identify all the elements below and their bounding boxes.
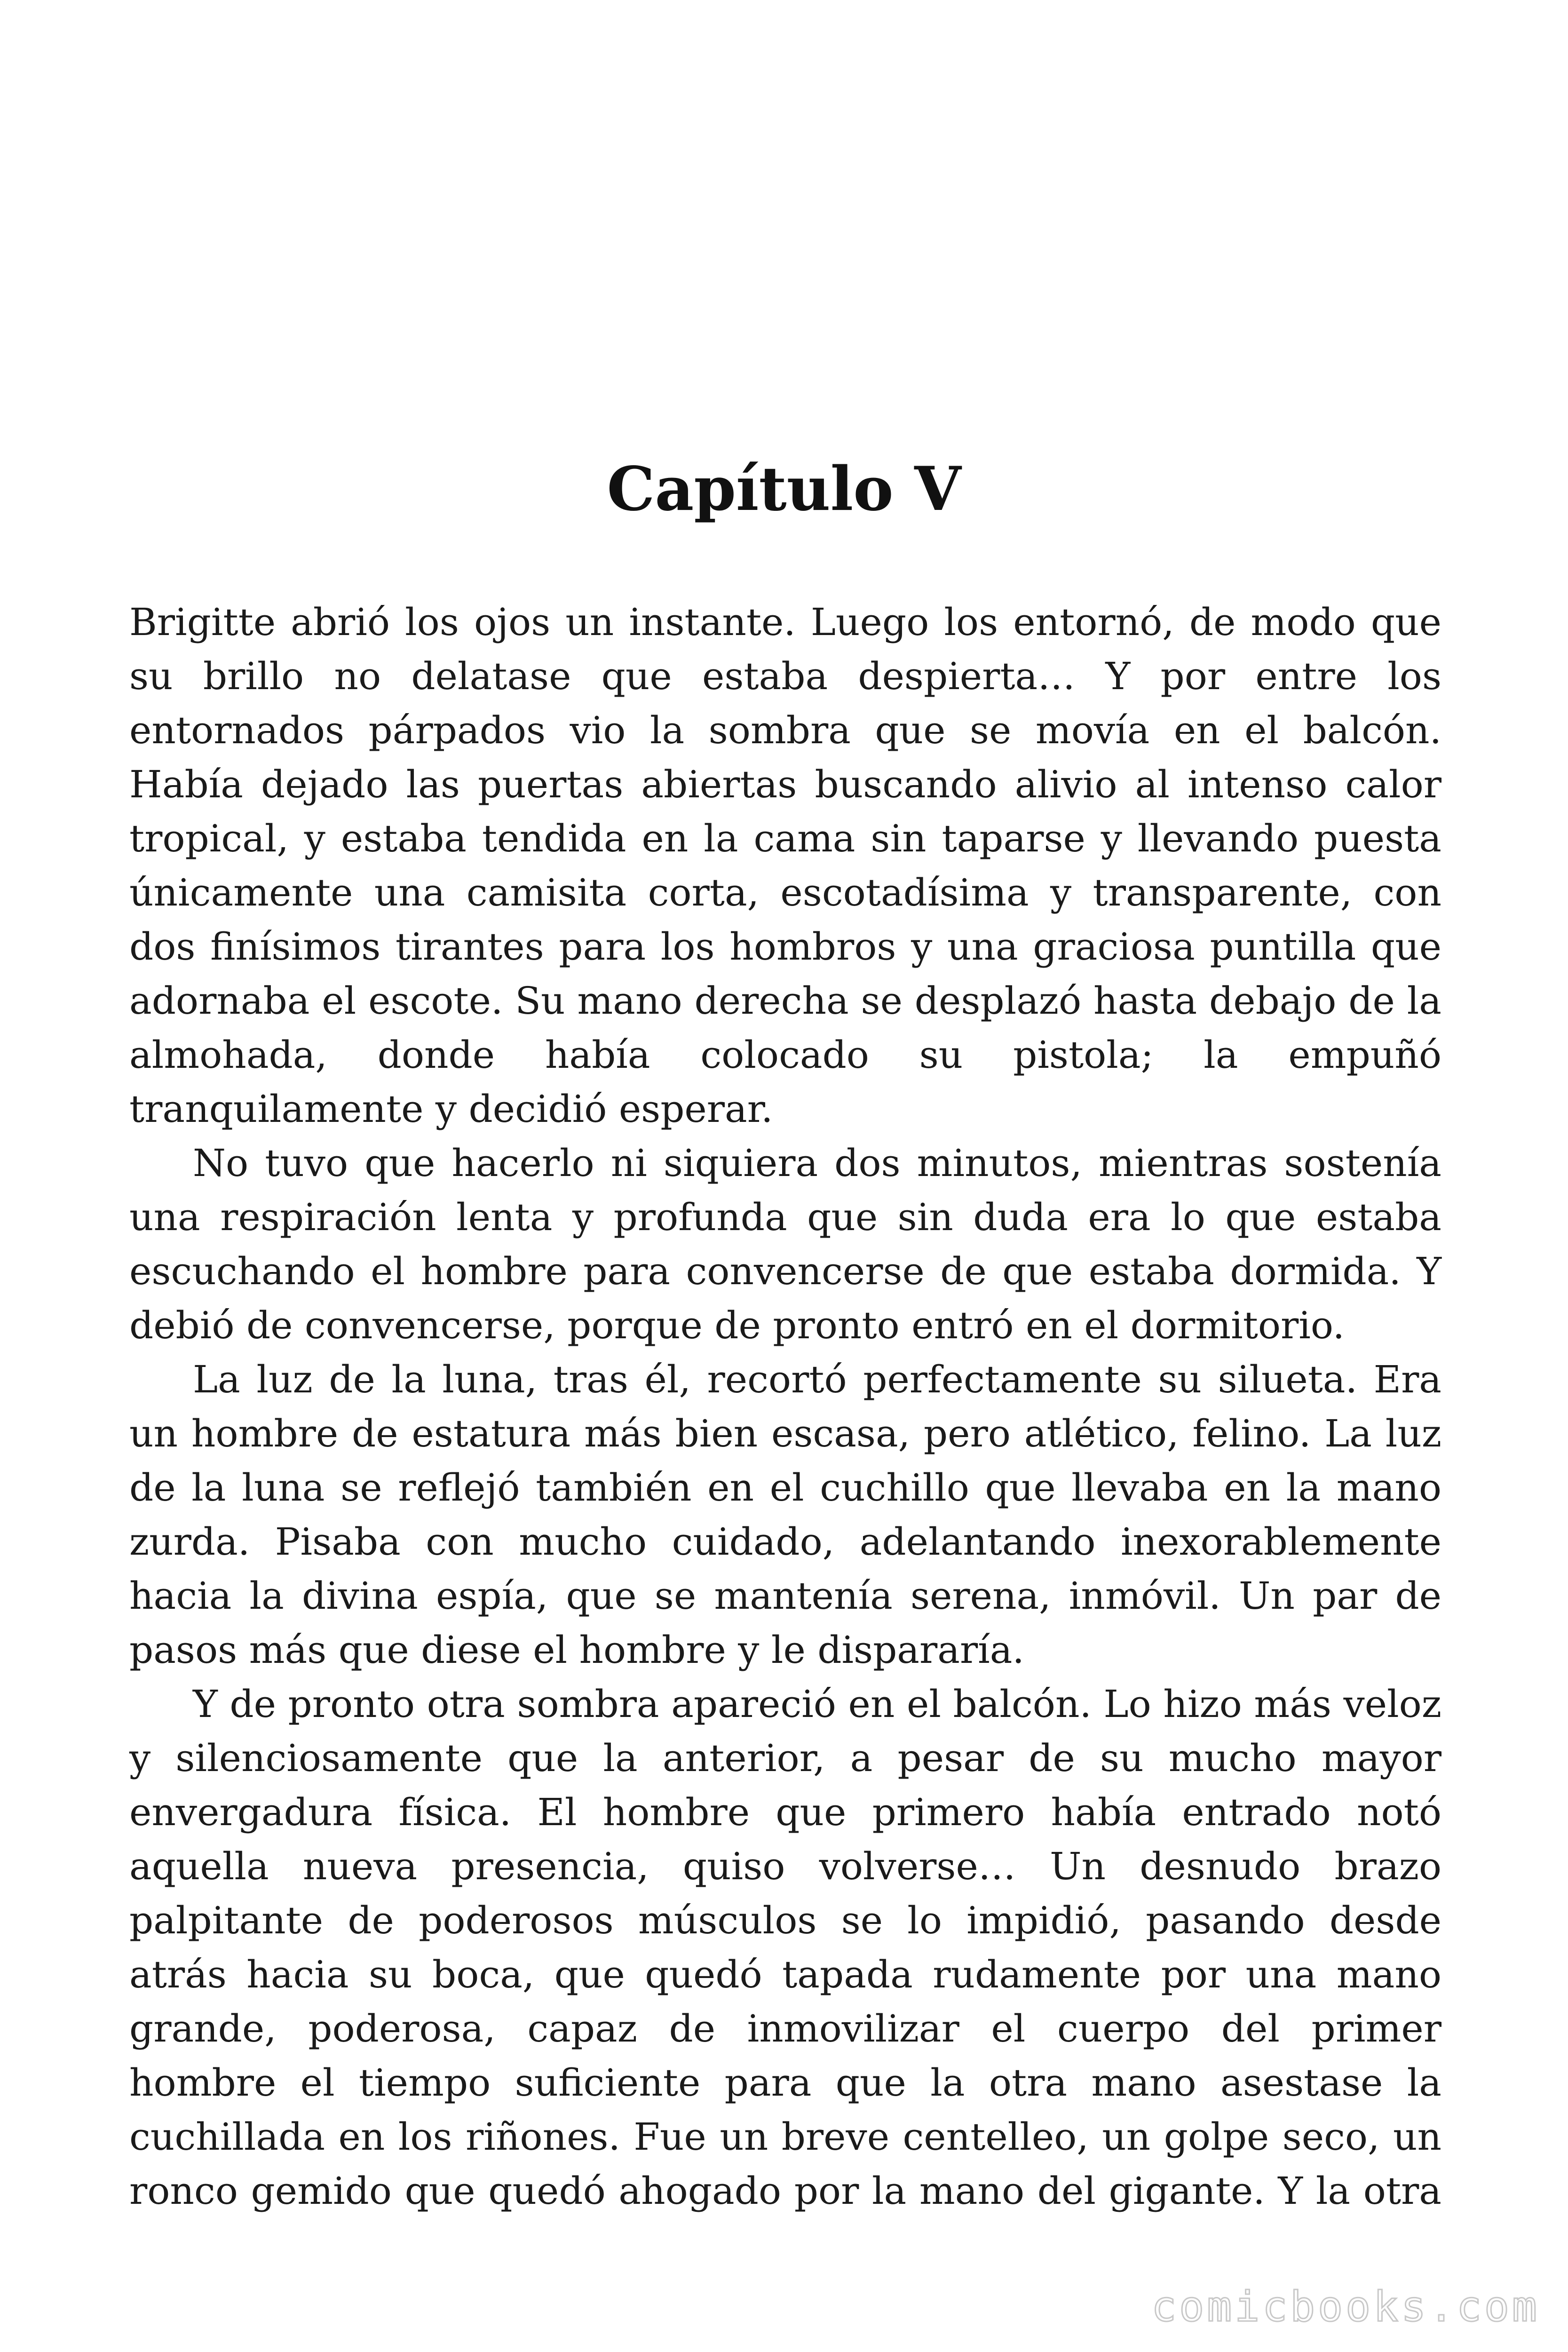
paragraph-2: No tuvo que hacerlo ni siquiera dos minutos, mientras sostenía una respiración lenta y profunda que sin duda era lo que estaba escuchando el hombre para convencerse de que estaba dormida. Y debió de convencerse, porque de pronto entró en el dormitorio. [129,1141,1441,1347]
chapter-body [129,595,1441,2218]
chapter-title: Capítulo V [607,454,961,524]
paragraph-4: Y de pronto otra sombra apareció en el balcón. Lo hizo más veloz y silenciosamente que la anterior, a pesar de su mucho mayor envergadura física. El hombre que primero había entrado notó aquella nueva presencia, quiso volverse… Un desnudo brazo palpitante de poderosos músculos se lo impidió, pasando desde atrás hacia su boca, que quedó tapada rudamente por una mano grande, poderosa, capaz de inmovilizar el cuerpo del primer hombre el tiempo suficiente para que la otra mano asestase la cuchillada en los riñones. Fue un breve centelleo, un golpe seco, un ronco gemido que quedó ahogado por la mano del gigante. Y la otra [129,1682,1441,2213]
paragraph-3: La luz de la luna, tras él, recortó perfectamente su silueta. Era un hombre de estatura más bien escasa, pero atlético, felino. La luz de la luna se reflejó también en el cuchillo que llevaba en la mano zurda. Pisaba con mucho cuidado, adelantando inexorablemente hacia la divina espía, que se mantenía serena, inmóvil. Un par de pasos más que diese el hombre y le dispararía. [129,1358,1441,1672]
paragraph-1: Brigitte abrió los ojos un instante. Luego los entornó, de modo que su brillo no delatase que estaba despierta… Y por entre los entornados párpados vio la sombra que se movía en el balcón. Había dejado las puertas abiertas buscando alivio al intenso calor tropical, y estaba tendida en la cama sin taparse y llevando puesta únicamente una camisita corta, escotadísima y transparente, con dos finísimos tirantes para los hombros y una graciosa puntilla que adornaba el escote. Su mano derecha se desplazó hasta debajo de la almohada, donde había colocado su pistola; la empuñó tranquilamente y decidió esperar. [129,600,1441,1131]
watermark: comicbooks.com [1151,2282,1540,2331]
